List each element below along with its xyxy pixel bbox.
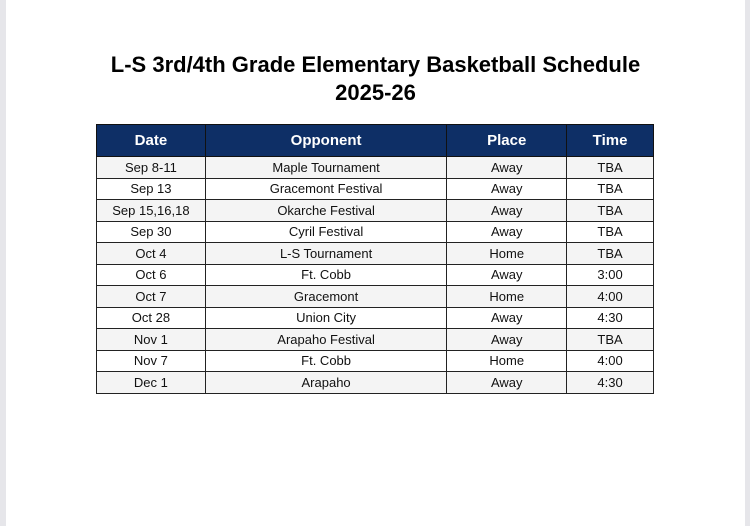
table-row — [97, 243, 654, 265]
cell-place: Away — [447, 178, 567, 200]
document-page — [6, 0, 745, 526]
cell-time: 4:30 — [567, 307, 654, 329]
cell-date: Nov 1 — [97, 329, 206, 351]
table-row — [97, 286, 654, 308]
cell-time: TBA — [567, 243, 654, 265]
cell-opponent: Maple Tournament — [205, 157, 447, 179]
column-header-time: Time — [567, 125, 654, 157]
table-row — [97, 329, 654, 351]
cell-date: Oct 4 — [97, 243, 206, 265]
cell-opponent: L-S Tournament — [205, 243, 447, 265]
table-row — [97, 200, 654, 222]
cell-date: Nov 7 — [97, 350, 206, 372]
cell-place: Away — [447, 329, 567, 351]
cell-opponent: Ft. Cobb — [205, 264, 447, 286]
cell-time: 4:00 — [567, 350, 654, 372]
cell-time: TBA — [567, 178, 654, 200]
cell-date: Sep 13 — [97, 178, 206, 200]
column-header-opponent: Opponent — [205, 125, 447, 157]
cell-opponent: Cyril Festival — [205, 221, 447, 243]
column-header-place: Place — [447, 125, 567, 157]
cell-opponent: Arapaho — [205, 372, 447, 394]
schedule-table — [96, 124, 654, 394]
cell-place: Away — [447, 200, 567, 222]
cell-opponent: Gracemont Festival — [205, 178, 447, 200]
cell-place: Home — [447, 350, 567, 372]
cell-time: TBA — [567, 157, 654, 179]
cell-date: Sep 8-11 — [97, 157, 206, 179]
cell-date: Oct 28 — [97, 307, 206, 329]
table-row — [97, 372, 654, 394]
cell-place: Away — [447, 307, 567, 329]
cell-date: Sep 15,16,18 — [97, 200, 206, 222]
cell-date: Sep 30 — [97, 221, 206, 243]
table-row — [97, 264, 654, 286]
cell-time: TBA — [567, 200, 654, 222]
schedule-season: 2025-26 — [335, 80, 416, 105]
column-header-date: Date — [97, 125, 206, 157]
cell-opponent: Ft. Cobb — [205, 350, 447, 372]
cell-place: Home — [447, 286, 567, 308]
table-row — [97, 221, 654, 243]
cell-time: TBA — [567, 221, 654, 243]
cell-place: Away — [447, 157, 567, 179]
cell-time: 4:30 — [567, 372, 654, 394]
cell-date: Oct 6 — [97, 264, 206, 286]
cell-place: Away — [447, 221, 567, 243]
cell-date: Dec 1 — [97, 372, 206, 394]
table-row — [97, 350, 654, 372]
cell-place: Away — [447, 264, 567, 286]
cell-place: Away — [447, 372, 567, 394]
cell-time: 4:00 — [567, 286, 654, 308]
table-row — [97, 178, 654, 200]
table-header-row — [97, 125, 654, 157]
table-row — [97, 307, 654, 329]
table-row — [97, 157, 654, 179]
schedule-title: L-S 3rd/4th Grade Elementary Basketball Schedule — [110, 52, 641, 77]
cell-opponent: Gracemont — [205, 286, 447, 308]
cell-opponent: Union City — [205, 307, 447, 329]
cell-opponent: Arapaho Festival — [205, 329, 447, 351]
cell-time: 3:00 — [567, 264, 654, 286]
cell-opponent: Okarche Festival — [205, 200, 447, 222]
cell-place: Home — [447, 243, 567, 265]
cell-time: TBA — [567, 329, 654, 351]
cell-date: Oct 7 — [97, 286, 206, 308]
